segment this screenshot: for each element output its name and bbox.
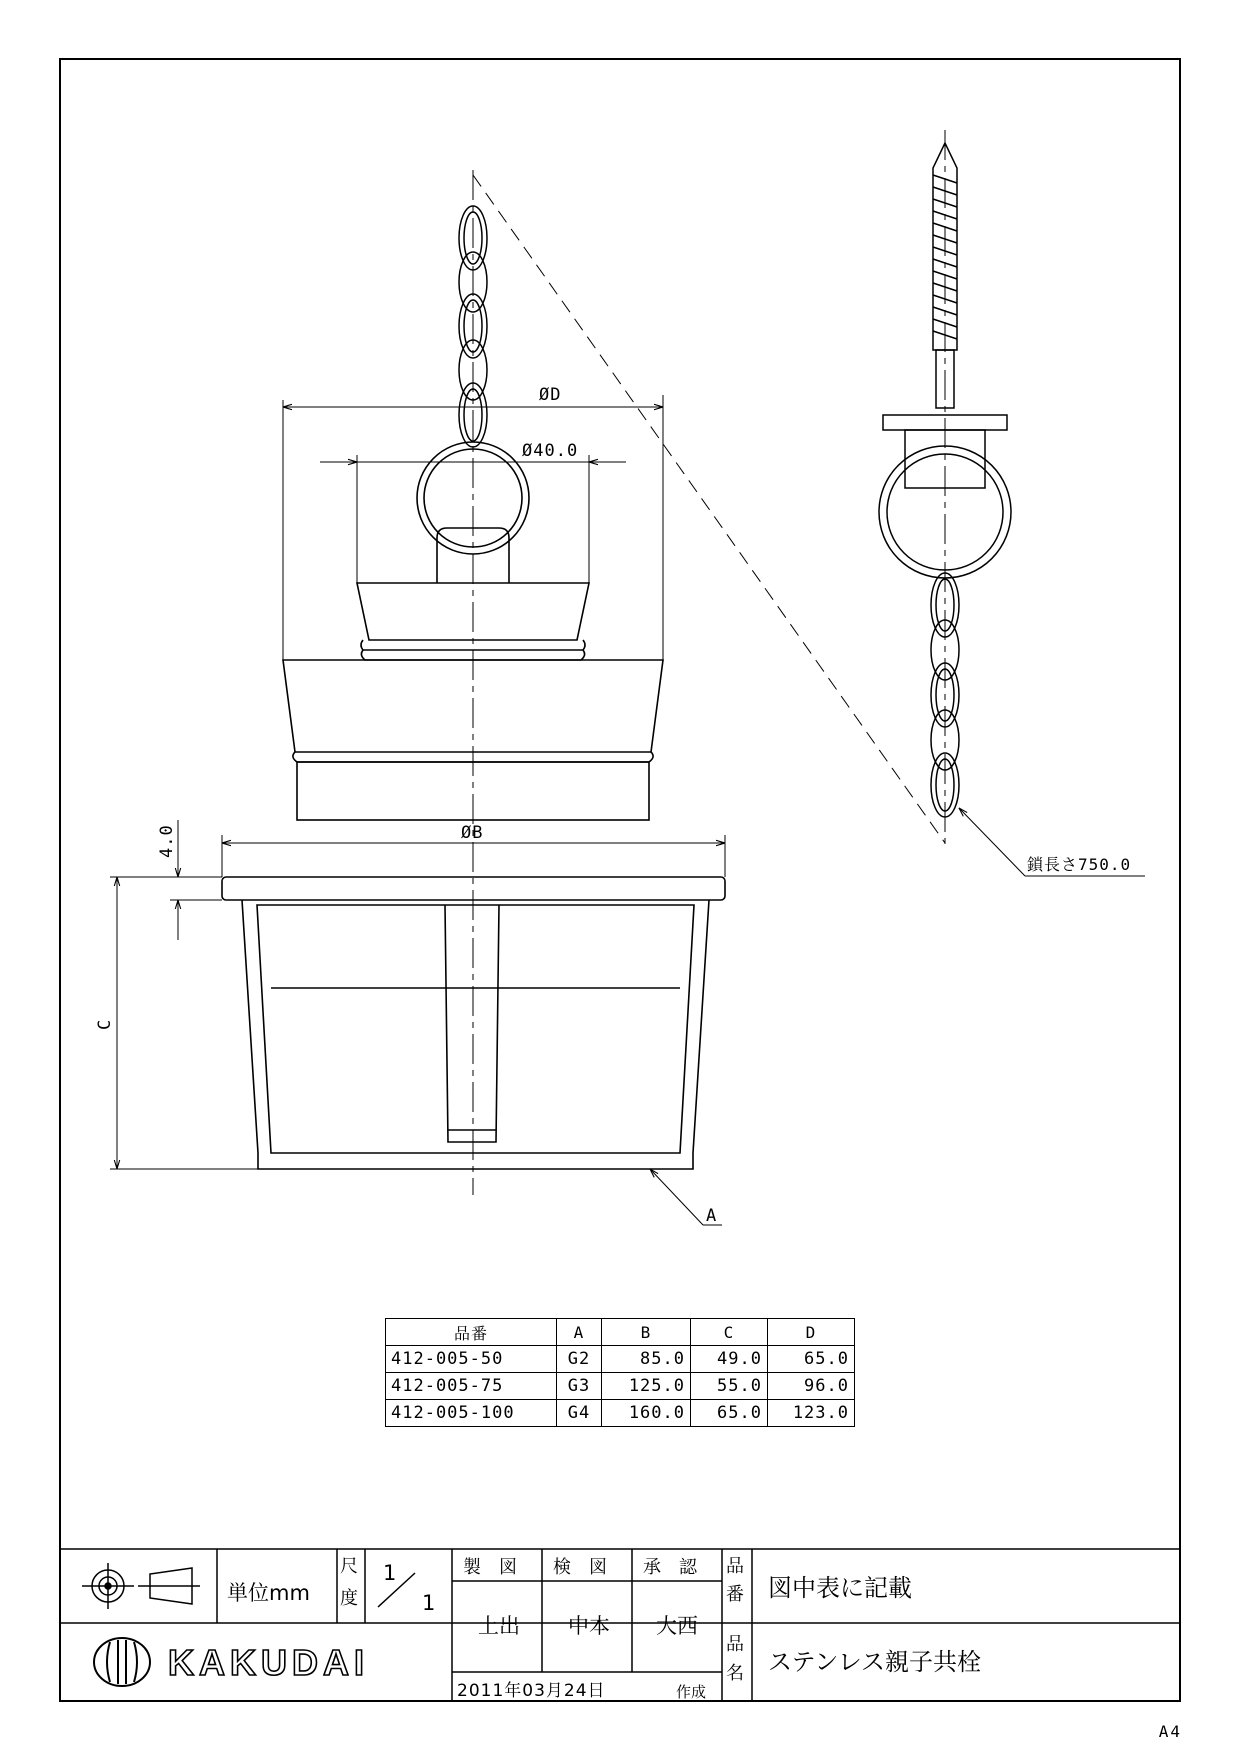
dim-40-label: Ø40.0 [522,441,579,461]
cell-d: 96.0 [768,1373,855,1400]
screw-hook-drawing [879,130,1145,876]
cell-b: 125.0 [602,1373,691,1400]
dim-d-label: ØD [539,385,562,405]
cell-a: G4 [557,1400,602,1427]
company-name: KAKUDAI [168,1642,369,1683]
cell-d: 65.0 [768,1346,855,1373]
unit-label: 単位mm [227,1581,310,1605]
stopper-drawing [222,170,725,1195]
table-row [386,1346,855,1373]
date: 2011年03月24日 [457,1681,606,1701]
cell-c: 65.0 [691,1400,768,1427]
cell-c: 49.0 [691,1346,768,1373]
hook-ring [879,446,1011,578]
header-b: B [602,1319,691,1346]
table-header-row [386,1319,855,1346]
table-row [386,1373,855,1400]
dim-c-label: C [95,1018,115,1030]
dim-b-label: ØB [461,823,484,843]
header-d: D [768,1319,855,1346]
chain-length-label: 鎖長さ750.0 [1027,855,1132,874]
drawn-by: 上出 [478,1614,520,1638]
cell-part-no: 412-005-100 [386,1400,557,1427]
header-c: C [691,1319,768,1346]
part-name-label-1: 品 [726,1634,744,1655]
dim-thread-label: A [706,1206,718,1226]
cell-a: G3 [557,1373,602,1400]
cell-part-no: 412-005-50 [386,1346,557,1373]
scale-den: 1 [422,1591,436,1615]
part-no-label-1: 品 [726,1556,744,1577]
sheet-border [60,59,1180,1701]
cell-part-no: 412-005-75 [386,1373,557,1400]
scale-label-1: 尺 [340,1556,358,1577]
header-part-no: 品番 [386,1319,557,1346]
scale-num: 1 [383,1561,397,1585]
checked-label: 検 図 [553,1557,607,1578]
approved-by: 大西 [656,1614,698,1638]
dim-rim-label: 4.0 [157,824,177,858]
scale-label-2: 度 [340,1588,358,1609]
cell-c: 55.0 [691,1373,768,1400]
cell-b: 160.0 [602,1400,691,1427]
checked-by: 中本 [568,1614,610,1638]
projection-symbol-icon [82,1563,200,1609]
cell-b: 85.0 [602,1346,691,1373]
kakudai-logo-icon [94,1638,150,1686]
cell-a: G2 [557,1346,602,1373]
part-name-label-2: 名 [726,1663,744,1684]
dimension-lines [110,175,945,1225]
body-shell [242,900,709,1169]
drawn-label: 製 図 [463,1557,517,1578]
body-stem [445,905,499,1142]
sheet-size: A4 [1158,1722,1182,1741]
part-no-value: 図中表に記載 [768,1574,912,1602]
part-no-label-2: 番 [726,1584,744,1605]
part-name-value: ステンレス親子共栓 [768,1648,981,1676]
approved-label: 承 認 [643,1557,697,1578]
created-label: 作成 [676,1683,707,1701]
cell-d: 123.0 [768,1400,855,1427]
header-a: A [557,1319,602,1346]
table-row [386,1400,855,1427]
spec-table [385,1318,855,1427]
